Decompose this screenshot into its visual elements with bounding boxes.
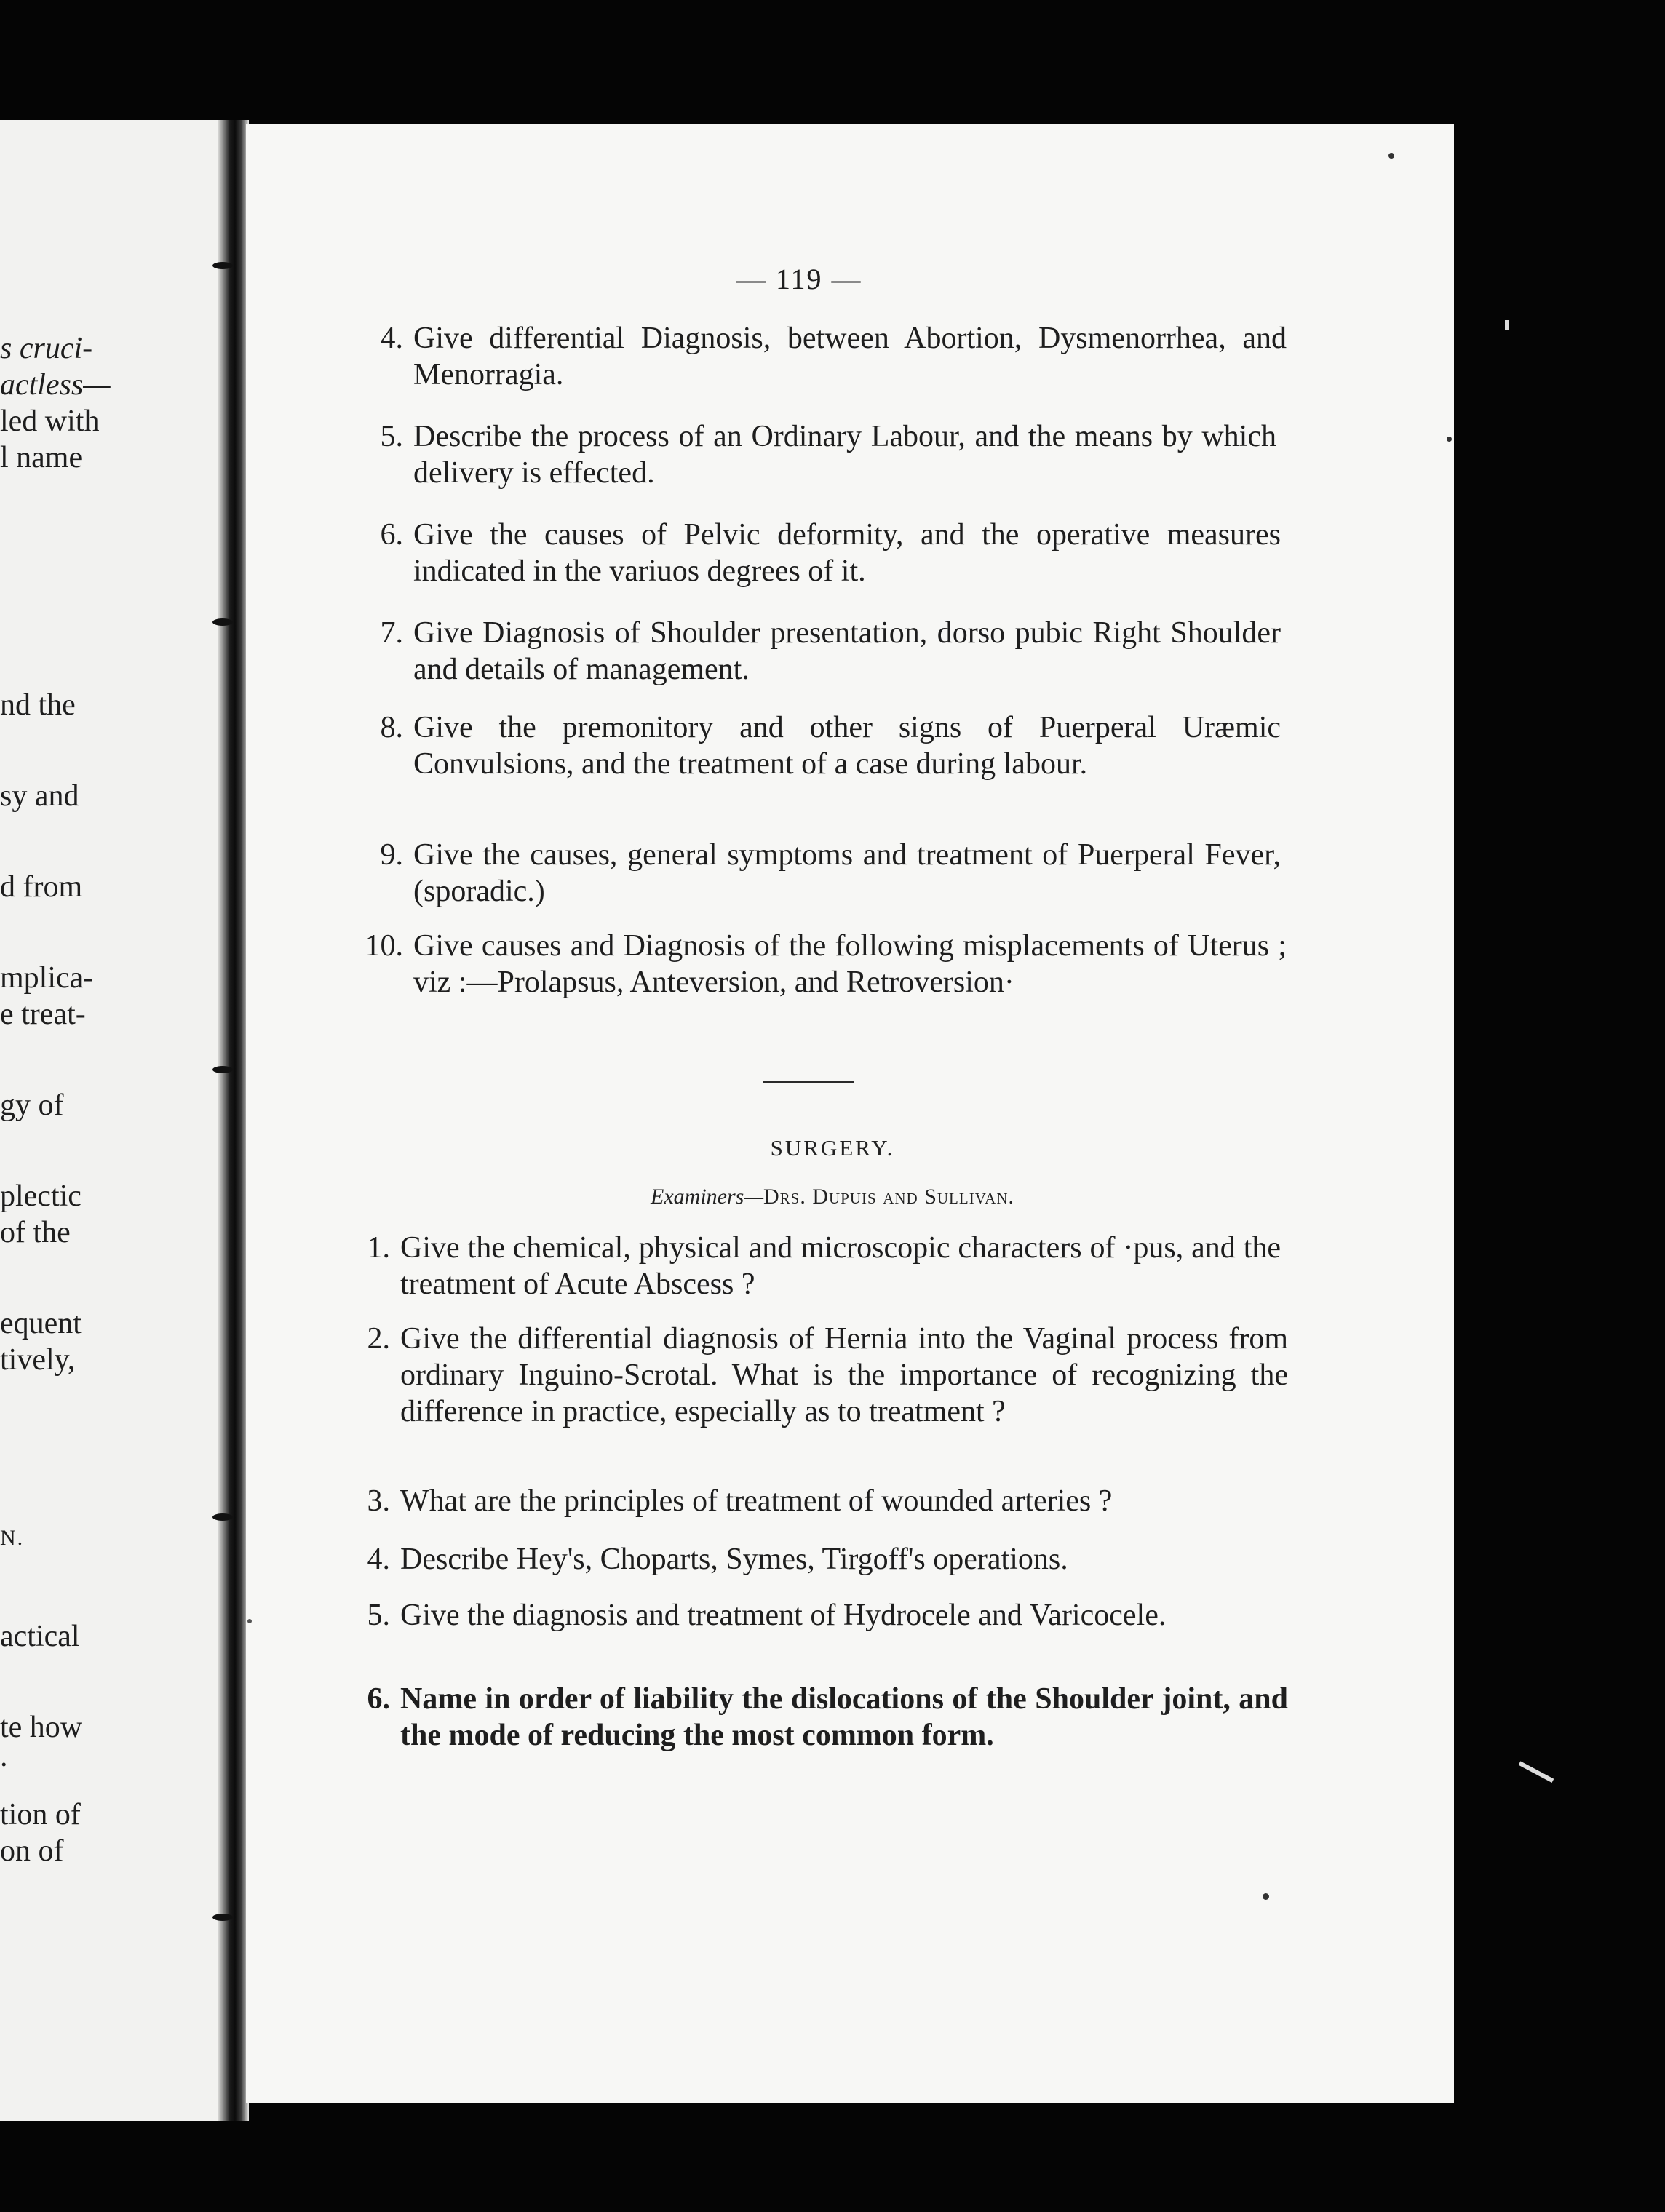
question-number: 8. (380, 711, 403, 744)
question-number: 5. (367, 1599, 390, 1632)
question-item (348, 615, 1281, 688)
question-text: Give the causes of Pelvic deformity, and the operative measures indicated in the variuos degrees of it. (413, 518, 1281, 588)
question-number: 4. (367, 1543, 390, 1576)
left-fragment: of the (0, 1216, 71, 1249)
question-number: 3. (367, 1484, 390, 1518)
binding-stitch (212, 262, 233, 269)
question-text: Give differential Diagnosis, between Abortion, Dysmenorrhea, and Menorragia. (413, 322, 1287, 391)
scan-mark (1505, 320, 1509, 330)
question-item (335, 1681, 1288, 1754)
examiners-line (0, 1185, 1665, 1209)
left-fragment: s cruci- (0, 332, 93, 365)
examiners-names: Drs. Dupuis and Sullivan. (763, 1185, 1014, 1209)
question-text: Give causes and Diagnosis of the following misplacements of Uterus ; viz :—Prolapsus, Anteversion, and Retroversion· (413, 929, 1287, 999)
question-item (335, 1541, 1295, 1578)
left-fragment: actical (0, 1620, 80, 1653)
scan-speck (1447, 437, 1452, 442)
binding-stitch (212, 1914, 233, 1921)
question-item (335, 1230, 1281, 1302)
section-divider (763, 1081, 854, 1083)
question-text: What are the principles of treatment of wounded arteries ? (400, 1484, 1113, 1518)
question-item (348, 928, 1287, 1000)
question-text: Give the differential diagnosis of Hernia into the Vaginal process from ordinary Inguino-Scrotal. What is the importance of recognizing the difference in practice, especially as to treatment ? (400, 1322, 1288, 1428)
question-number: 9. (380, 838, 403, 872)
left-fragment: tively, (0, 1343, 76, 1377)
left-fragment: . (0, 1740, 8, 1773)
left-fragment: N. (0, 1526, 25, 1550)
question-text: Give the diagnosis and treatment of Hydrocele and Varicocele. (400, 1599, 1167, 1632)
question-item (348, 320, 1287, 393)
binding-stitch (212, 618, 233, 626)
left-fragment: actless— (0, 368, 111, 402)
scan-speck (247, 1619, 252, 1623)
left-fragment: e treat- (0, 998, 86, 1031)
question-number: 6. (380, 518, 403, 552)
question-number: 2. (367, 1322, 390, 1356)
question-number: 6. (367, 1682, 390, 1716)
question-number: 4. (380, 322, 403, 355)
book-spine (218, 120, 249, 2121)
question-number: 1. (367, 1231, 390, 1265)
question-item (348, 837, 1281, 910)
question-item (348, 709, 1281, 782)
question-number: 10. (365, 929, 403, 963)
left-fragment: equent (0, 1307, 82, 1340)
left-fragment: on of (0, 1834, 64, 1868)
question-text: Name in order of liability the dislocations of the Shoulder joint, and the mode of reducing the most common form. (400, 1682, 1288, 1752)
left-fragment: d from (0, 870, 83, 904)
question-item (335, 1321, 1288, 1430)
left-fragment: gy of (0, 1089, 64, 1122)
left-fragment: te how (0, 1711, 83, 1744)
scan-mark (1519, 1761, 1554, 1783)
question-text: Describe Hey's, Choparts, Symes, Tirgoff's operations. (400, 1543, 1068, 1576)
question-item (335, 1597, 1281, 1634)
page-number: — 119 — (736, 263, 862, 295)
question-item (335, 1483, 1295, 1519)
section-title: SURGERY. (770, 1135, 895, 1161)
question-item (348, 418, 1276, 491)
examiners-label: Examiners— (651, 1185, 763, 1209)
left-fragment: l name (0, 441, 83, 474)
question-text: Give the chemical, physical and microscopic characters of ·pus, and the treatment of Acute Abscess ? (400, 1231, 1281, 1301)
question-text: Give Diagnosis of Shoulder presentation, dorso pubic Right Shoulder and details of management. (413, 616, 1281, 686)
scan-speck (1263, 1893, 1269, 1900)
question-text: Describe the process of an Ordinary Labour, and the means by which delivery is effected. (413, 420, 1276, 490)
scan-speck (1388, 153, 1394, 159)
left-fragment: sy and (0, 779, 79, 813)
question-item (348, 517, 1281, 589)
left-fragment: nd the (0, 688, 76, 722)
left-fragment: tion of (0, 1798, 81, 1831)
question-text: Give the causes, general symptoms and treatment of Puerperal Fever, (sporadic.) (413, 838, 1281, 908)
binding-stitch (212, 1513, 233, 1521)
question-number: 5. (380, 420, 403, 453)
left-fragment: led with (0, 405, 100, 438)
question-number: 7. (380, 616, 403, 650)
left-fragment: plectic (0, 1179, 82, 1213)
binding-stitch (212, 1066, 233, 1073)
left-fragment: mplica- (0, 961, 94, 995)
left-page (0, 120, 240, 2121)
question-text: Give the premonitory and other signs of Puerperal Uræmic Convulsions, and the treatment of a case during labour. (413, 711, 1281, 781)
